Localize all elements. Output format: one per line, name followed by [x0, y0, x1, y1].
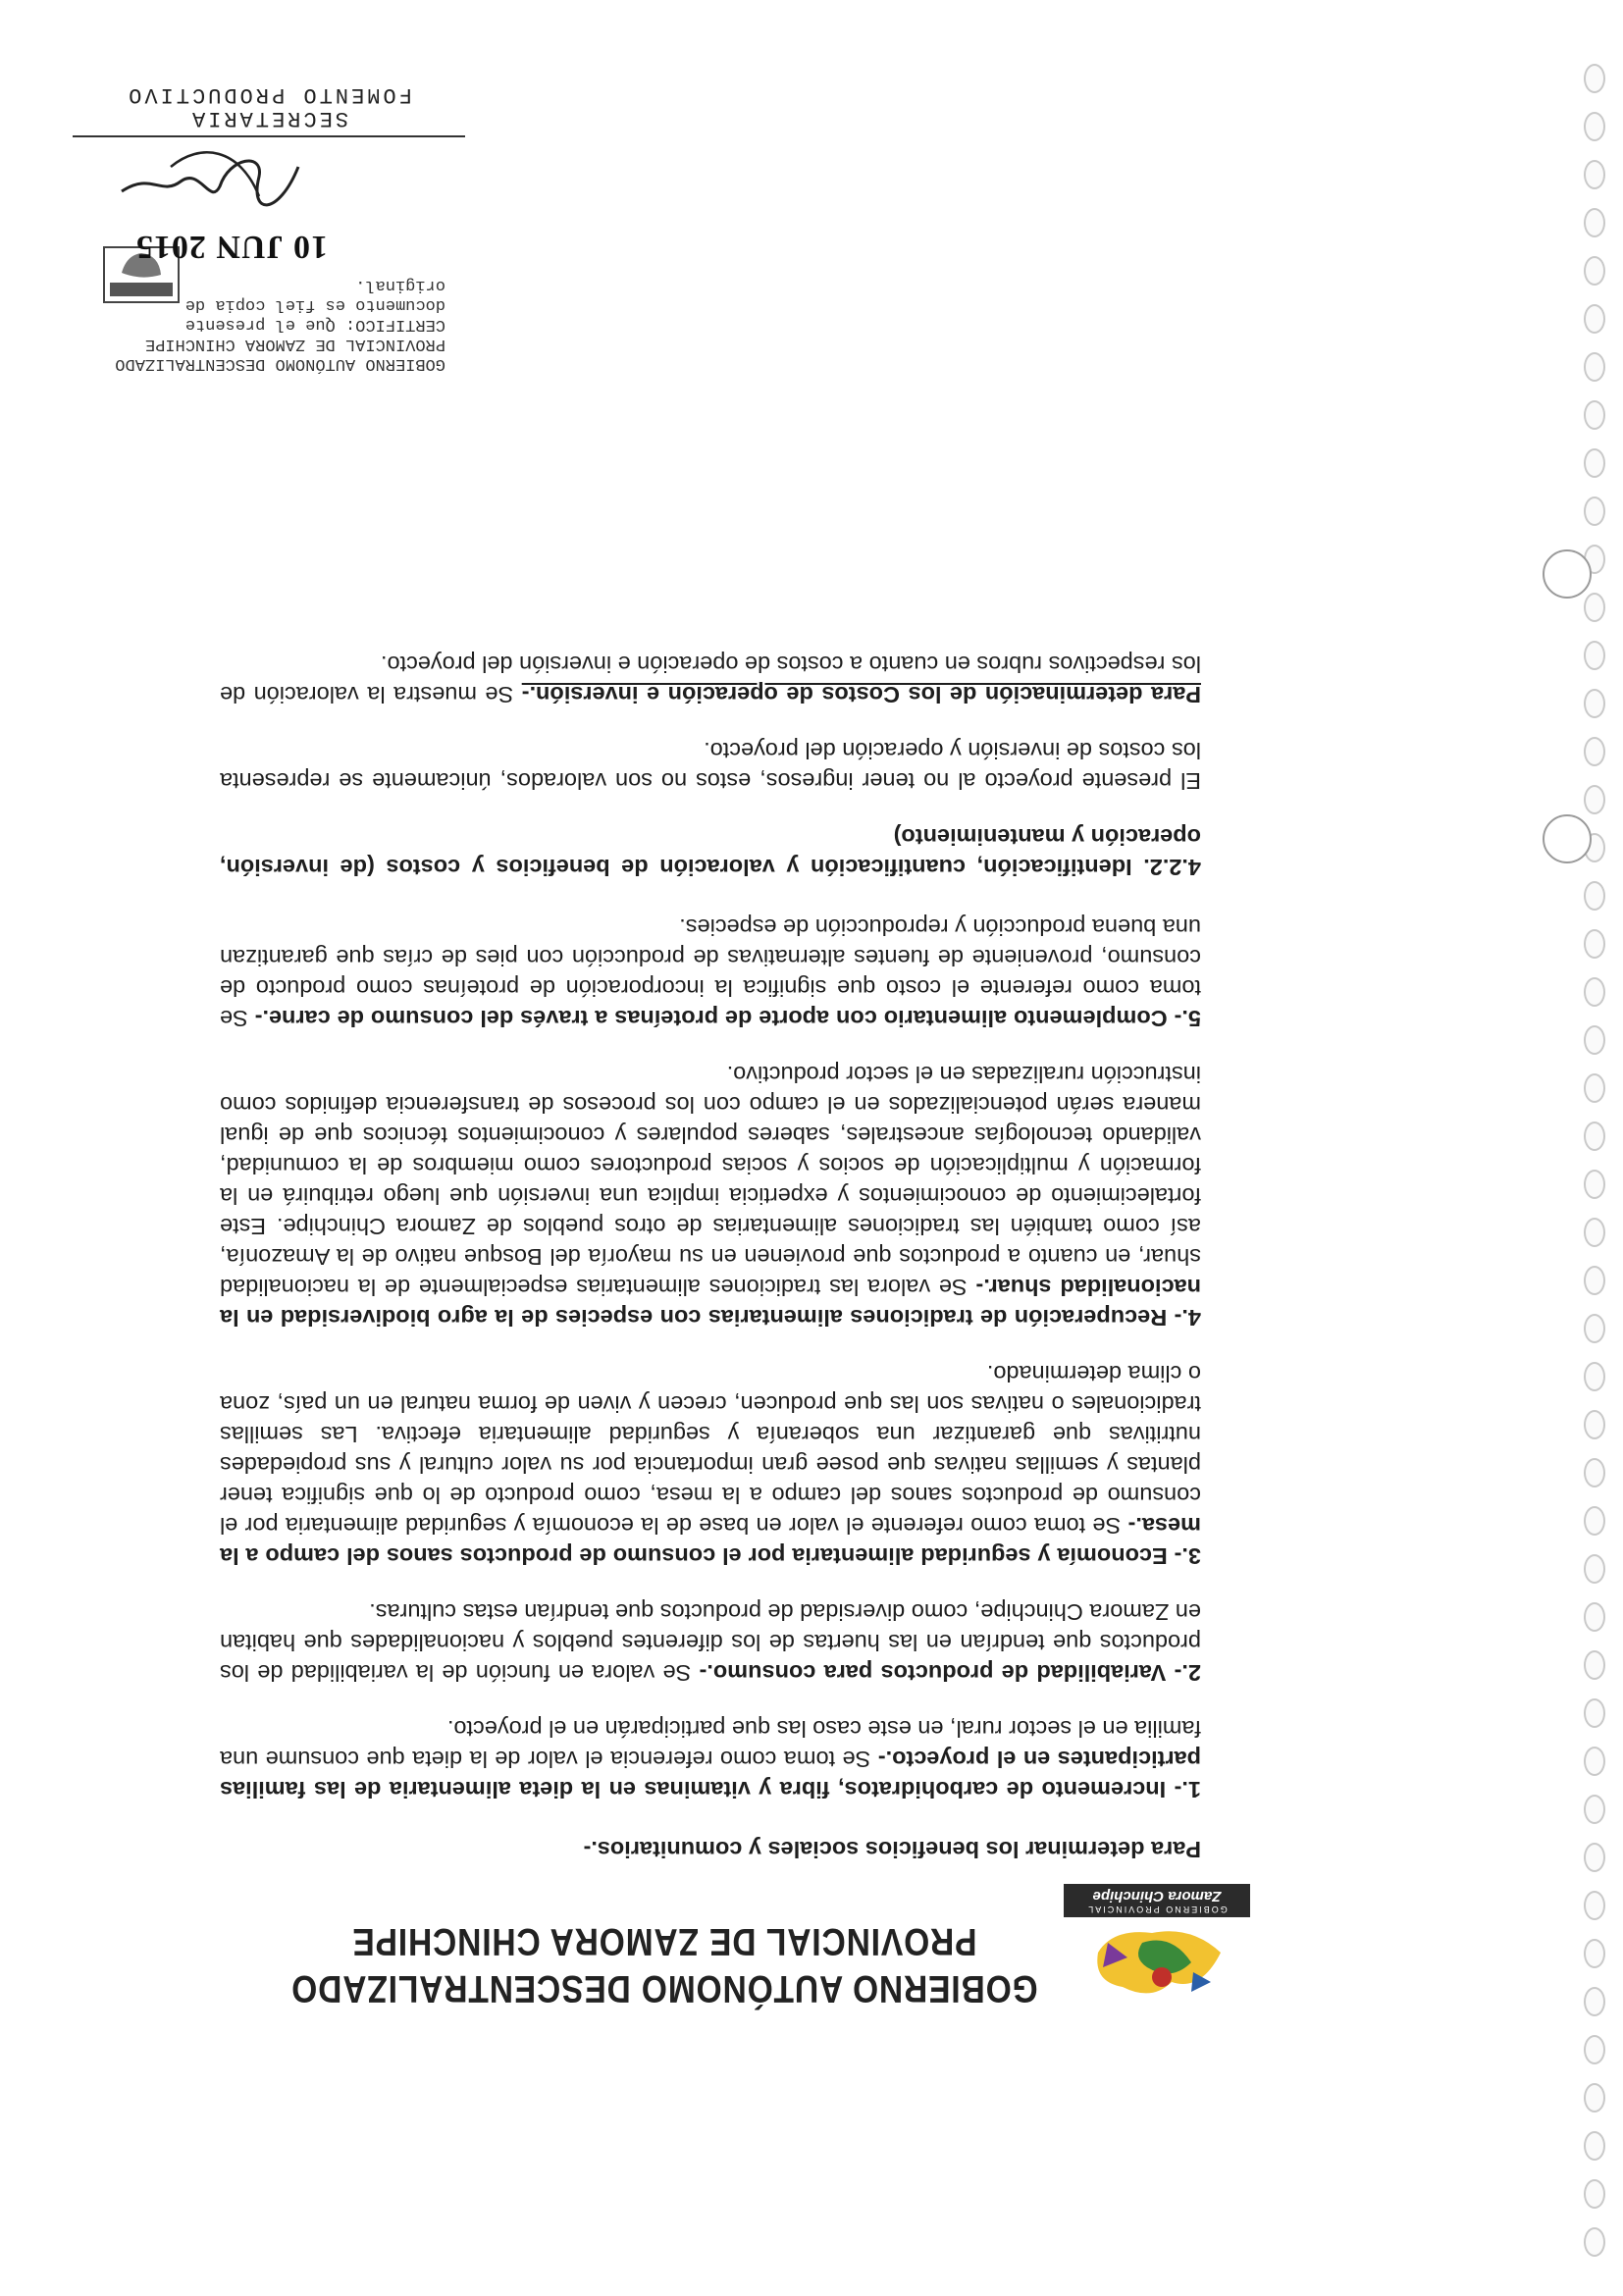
binding-hole-icon — [1584, 448, 1605, 478]
signature-icon — [102, 137, 318, 226]
costs-text: Se muestra la valoración de los respectivos rubros en cuanto a costos de operación e inversión del proyecto. — [220, 652, 1201, 707]
benefit-item-text: Se toma como referente el costo que significa la incorporación de proteínas como producto de consumo, proveniente de fuentes alternativas de producción con pies de crías que garantizan una buena producción y reproducción de especies. — [220, 914, 1201, 1031]
binding-hole-icon — [1584, 1795, 1605, 1824]
binding-hole-icon — [1584, 352, 1605, 382]
binding-hole-icon — [1584, 1939, 1605, 1968]
costs-heading: Para determinación de los Costos de operación e inversión.- — [521, 682, 1201, 707]
costs-paragraph — [220, 649, 1201, 709]
section-text: El presente proyecto al no tener ingresos, estos no son valorados, únicamente se representa los costos de inversión y operación del proyecto. — [220, 738, 1201, 794]
provincial-logo — [1064, 1884, 1250, 2011]
binding-hole-icon — [1584, 2131, 1605, 2161]
binding-hole-icon — [1584, 785, 1605, 814]
binding-hole-icon — [1584, 1410, 1605, 1439]
stamp-line: PROVINCIAL DE ZAMORA CHINCHIPE — [144, 335, 445, 353]
section-heading: 4.2.2. Identificación, cuantificación y valoración de beneficios y costos (de inversión, operación y mantenimiento) — [220, 824, 1201, 880]
page-title — [285, 1917, 1044, 2011]
binding-hole-icon — [1584, 593, 1605, 622]
binding-hole-icon — [1584, 1362, 1605, 1391]
binding-hole-icon — [1584, 641, 1605, 670]
benefit-item-title: 2.- Variabilidad de productos para consumo.- — [699, 1660, 1201, 1686]
stamp-secretaria: SECRETARIA — [188, 106, 349, 130]
binding-hole-icon — [1584, 929, 1605, 959]
benefit-item-5 — [220, 912, 1201, 1033]
binding-hole-icon — [1584, 1747, 1605, 1776]
binding-hole-icon — [1584, 1314, 1605, 1343]
benefit-item-title: 4.- Recuperación de tradiciones alimentarias con especies de la agro biodiversidad en la nacionalidad shuar.- — [220, 1275, 1201, 1331]
punch-hole-icon — [1543, 814, 1592, 863]
binding-hole-icon — [1584, 400, 1605, 430]
binding-hole-icon — [1584, 1506, 1605, 1536]
logo-top-text: GOBIERNO PROVINCIAL — [1086, 1905, 1228, 1914]
benefit-item-2 — [220, 1596, 1201, 1688]
benefit-item-text: Se valora las tradiciones alimentarias especialmente de la nacionalidad shuar, en cuanto a productos que provienen en su mayoría del Bosque nativo de la Amazonía, así como también las tradiciones alimentarias de otros pueblos de Zamora Chinchipe. Este fortalecimiento de conocimientos y experticia implica una inversión que luego retribuirá en la formación y multiplicación de socios y socias productores como miembros de la comunidad, validando tecnologías ancestrales, saberes populares y conocimientos técnicos que de igual manera serán potencializados en el campo con los procesos de transferencia definidos como instrucción ruralizadas en el sector productivo. — [220, 1062, 1201, 1300]
binding-hole-icon — [1584, 208, 1605, 237]
punch-hole-icon — [1543, 549, 1592, 599]
benefit-item-title: 1.- Incremento de carbohidratos, fibra y vitaminas en la dieta alimentaria de las familias participantes en el proyecto.- — [220, 1747, 1201, 1802]
binding-hole-icon — [1584, 64, 1605, 93]
binding-hole-icon — [1584, 1987, 1605, 2016]
intro-text: Para determinar los beneficios sociales y comunitarios.- — [583, 1837, 1201, 1862]
binding-hole-icon — [1584, 304, 1605, 334]
binding-hole-icon — [1584, 496, 1605, 526]
binding-hole-icon — [1584, 1025, 1605, 1055]
binding-hole-icon — [1584, 1843, 1605, 1872]
binding-hole-icon — [1584, 1602, 1605, 1632]
stamp-department — [73, 82, 465, 130]
binding-hole-icon — [1584, 1891, 1605, 1920]
benefit-item-text: Se toma como referencia el valor de la dieta que consume una familia en el sector rural, en este caso las que participarán en el proyecto. — [220, 1716, 1201, 1772]
binding-hole-icon — [1584, 689, 1605, 718]
benefit-item-title: 5.- Complemento alimentario con aporte de proteínas a través del consumo de carne.- — [254, 1006, 1201, 1031]
binding-hole-icon — [1584, 2227, 1605, 2257]
title-line-1: GOBIERNO AUTÓNOMO DESCENTRALIZADO — [290, 1967, 1038, 2009]
binding-hole-icon — [1584, 1650, 1605, 1680]
binding-hole-icon — [1584, 1122, 1605, 1151]
binding-hole-icon — [1584, 977, 1605, 1007]
binding-hole-icon — [1584, 2035, 1605, 2064]
benefit-item-text: Se valora en función de la variabilidad de los productos que tendrían en las huertas de los diferentes pueblos y nacionalidades que habitan en Zamora Chinchipe, como diversidad de productos que tendrían estas culturas. — [220, 1599, 1201, 1686]
logo-band — [1064, 1884, 1250, 1917]
binding-holes — [1572, 39, 1611, 2257]
stamp-line: GOBIERNO AUTÓNOMO DESCENTRALIZADO — [115, 354, 445, 373]
zamora-map-logo-icon — [1083, 1923, 1230, 2011]
binding-hole-icon — [1584, 1073, 1605, 1103]
logo-name: Zamora Chinchipe — [1092, 1888, 1222, 1905]
binding-hole-icon — [1584, 256, 1605, 286]
binding-hole-icon — [1584, 881, 1605, 911]
stamp-line: documento es fiel copia de — [184, 295, 445, 314]
binding-hole-icon — [1584, 1554, 1605, 1584]
binding-hole-icon — [1584, 1170, 1605, 1199]
stamp-divider — [73, 135, 465, 137]
stamp-line: original. — [355, 276, 445, 294]
binding-hole-icon — [1584, 737, 1605, 766]
title-line-2: PROVINCIAL DE ZAMORA CHINCHIPE — [351, 1920, 977, 1962]
binding-hole-icon — [1584, 1458, 1605, 1487]
binding-hole-icon — [1584, 1698, 1605, 1728]
benefit-item-3 — [220, 1358, 1201, 1571]
binding-hole-icon — [1584, 160, 1605, 189]
benefit-item-4 — [220, 1059, 1201, 1332]
stamp-date: 10 JUN 2015 — [134, 229, 328, 265]
stamp-fomento: FOMENTO PRODUCTIVO — [126, 82, 412, 107]
benefit-item-1 — [220, 1713, 1201, 1804]
document-body — [220, 649, 1201, 1864]
binding-hole-icon — [1584, 1266, 1605, 1295]
binding-hole-icon — [1584, 2179, 1605, 2209]
binding-hole-icon — [1584, 1218, 1605, 1247]
binding-hole-icon — [1584, 2083, 1605, 2113]
stamp-line: CERTIFICO: Que el presente — [184, 315, 445, 334]
benefit-item-title: 3.- Economía y seguridad alimentaria por el consumo de productos sanos del campo a la mesa.- — [220, 1513, 1201, 1569]
binding-hole-icon — [1584, 112, 1605, 141]
benefit-item-text: Se toma como referente el valor en base de la economía y seguridad alimentaria por el consumo de productos sanos del campo a la mesa, como producto de lo que significa tener plantas y semillas nativas que posee gran importancia por su valor cultural y sus propiedades nutritivas que garantizar una soberanía y seguridad alimentaria efectiva. Las semillas tradicionales o nativas son las que producen, crecen y viven de forma natural en un país, zona o clima determinado. — [220, 1361, 1201, 1539]
certification-stamp — [73, 78, 465, 373]
